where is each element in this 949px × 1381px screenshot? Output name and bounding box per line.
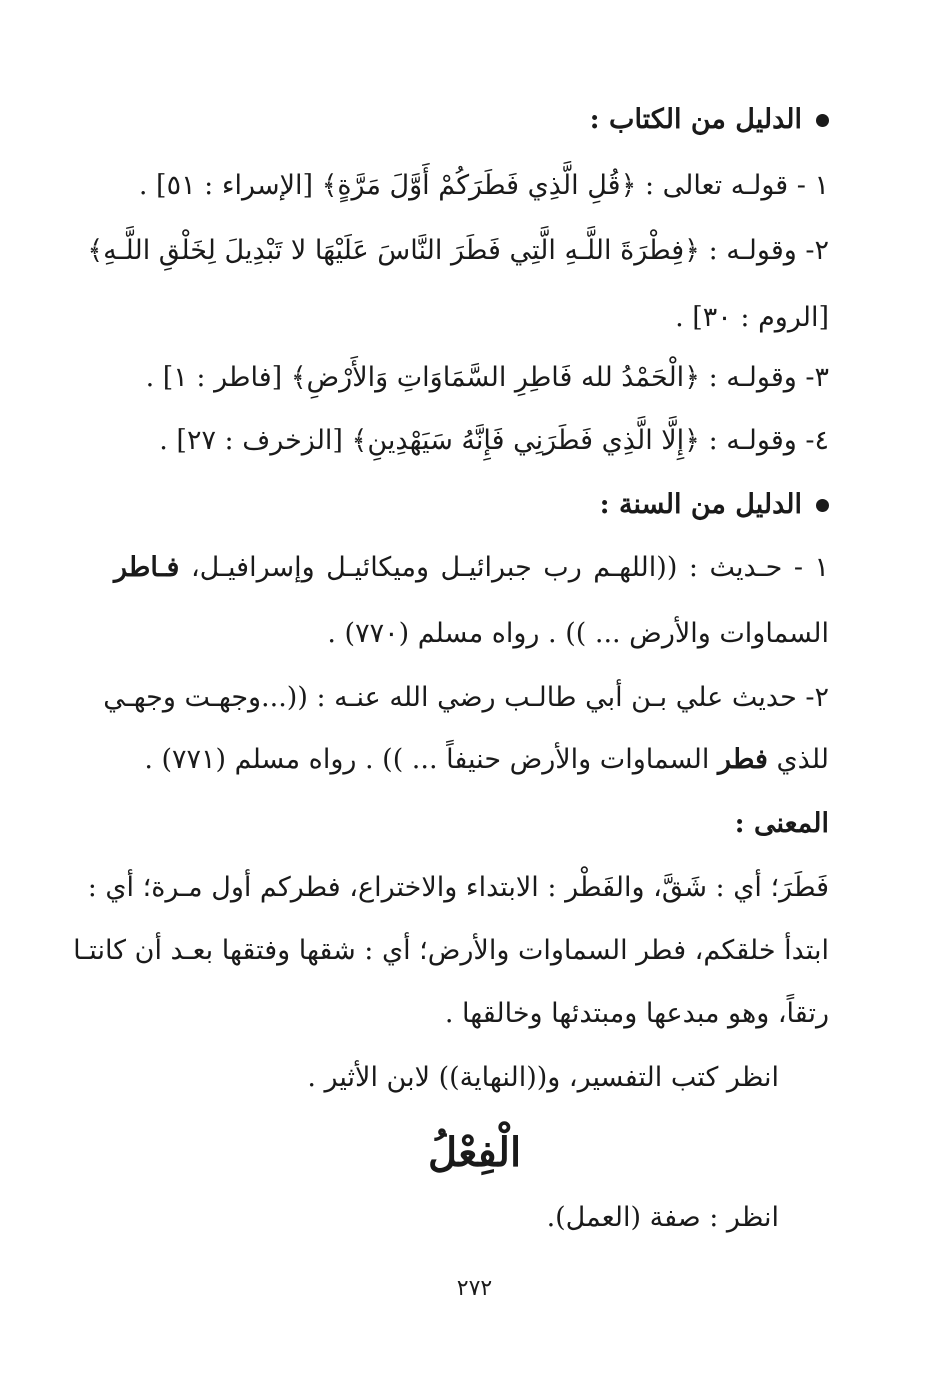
- section-reference: انظر : صفة (العمل).: [546, 1202, 779, 1233]
- quran-item-2: ٢- وقولـه : ﴿فِطْرَةَ اللَّـهِ الَّتِي فَطَرَ النَّاسَ عَلَيْهَا لا تَبْدِيلَ لِخَلْقِ اللَّـهِ﴾: [87, 235, 829, 266]
- quran-item-3: ٣- وقولـه : ﴿الْحَمْدُ لله فَاطِرِ السَّمَاوَاتِ وَالأَرْضِ﴾ [فاطر : ١] .: [145, 362, 829, 393]
- hadith-2-line-1: ٢- حديث علي بـن أبي طالـب رضي الله عنـه : ((...وجهـت وجهـي: [103, 682, 829, 713]
- bullet-icon: [816, 499, 829, 512]
- see-also-note: انظر كتب التفسير، و((النهاية)) لابن الأثير .: [307, 1062, 779, 1093]
- meaning-line-1: فَطَرَ؛ أي : شَقَّ، والفَطْر : الابتداء والاختراع، فطركم أول مـرة؛ أي :: [87, 872, 829, 903]
- hadith-2-text-after: السماوات والأرض حنيفاً ... )) . رواه مسلم (٧٧١) .: [144, 744, 718, 775]
- hadith-1-keyword: فـاطر: [114, 552, 180, 583]
- quran-evidence-heading: [114, 100, 829, 140]
- hadith-1-line-1: [114, 548, 829, 588]
- quran-item-1: ١ - قولـه تعالى : ﴿قُلِ الَّذِي فَطَرَكُمْ أَوَّلَ مَرَّةٍ﴾ [الإسراء : ٥١] .: [138, 170, 829, 201]
- meaning-heading: المعنى :: [734, 808, 829, 839]
- bullet-icon: [816, 114, 829, 127]
- meaning-line-2: ابتدأ خلقكم، فطر السماوات والأرض؛ أي : شقها وفتقها بعـد أن كانتـا: [73, 935, 829, 966]
- sunnah-evidence-heading-text: الدليل من السنة :: [599, 489, 802, 520]
- quran-item-4: ٤- وقولـه : ﴿إِلَّا الَّذِي فَطَرَنِي فَإِنَّهُ سَيَهْدِينِ﴾ [الزخرف : ٢٧] .: [159, 425, 829, 456]
- page-number: ٢٧٢: [456, 1276, 493, 1301]
- hadith-2-line-2: [114, 740, 829, 780]
- meaning-line-3: رتقاً، وهو مبدعها ومبتدئها وخالقها .: [444, 998, 829, 1029]
- quran-evidence-heading-text: الدليل من الكتاب :: [589, 104, 802, 135]
- sunnah-evidence-heading: [114, 485, 829, 525]
- hadith-1-text: ١ - حـديث : ((اللهـم رب جبرائيـل وميكائيـل وإسرافيـل،: [179, 552, 829, 583]
- hadith-2-text-before: للذي: [767, 744, 829, 775]
- hadith-2-keyword: فطر: [717, 744, 768, 775]
- section-title: الْفِعْلُ: [427, 1129, 522, 1176]
- hadith-1-line-2: السماوات والأرض ... )) . رواه مسلم (٧٧٠) .: [327, 618, 829, 649]
- quran-item-2-reference: [الروم : ٣٠] .: [675, 302, 829, 333]
